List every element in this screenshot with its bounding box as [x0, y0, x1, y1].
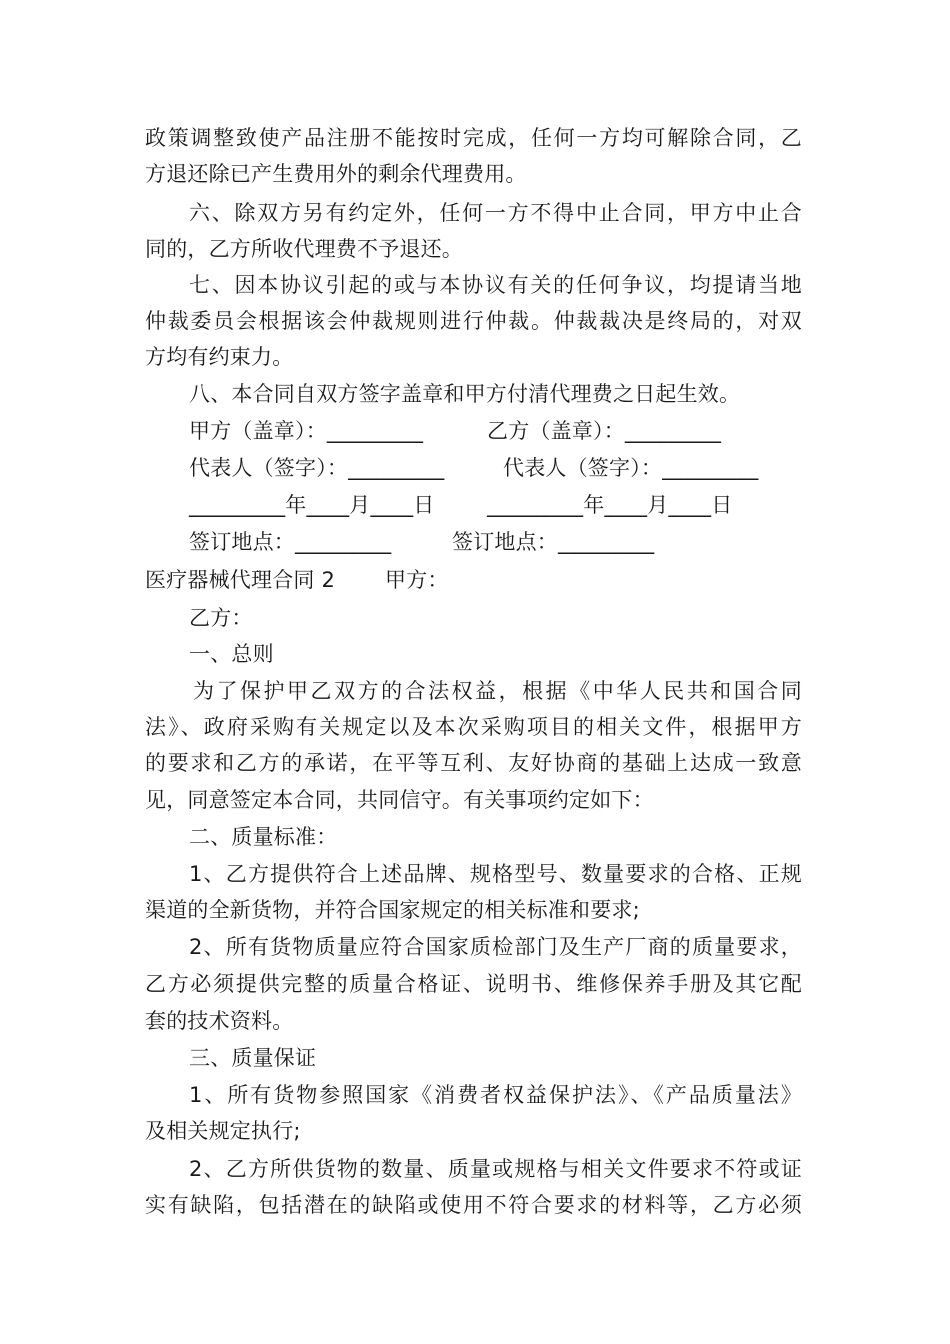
- text-line: 仲裁委员会根据该会仲裁规则进行仲裁。仲裁裁决是终局的，对双: [145, 309, 802, 333]
- text-line: 方退还除已产生费用外的剩余代理费用。: [145, 162, 527, 186]
- text-line: 为了保护甲乙双方的合法权益，根据《中华人民共和国合同: [193, 679, 802, 703]
- contract-title: 医疗器械代理合同 2: [145, 568, 336, 592]
- party-a-label: 甲方：: [385, 568, 449, 592]
- party-b-date-line: _________年____月____日: [487, 493, 733, 517]
- party-b-seal-line: 乙方（盖章）：_________: [487, 419, 722, 443]
- text-line: 六、除双方另有约定外，任何一方不得中止合同，甲方中止合: [189, 201, 802, 225]
- text-line: 的要求和乙方的承诺，在平等互利、友好协商的基础上达成一致意: [145, 751, 802, 775]
- text-line: 七、因本协议引起的或与本协议有关的任何争议，均提请当地: [189, 273, 802, 297]
- section-heading: 二、质量标准：: [189, 825, 338, 849]
- text-line: 2、所有货物质量应符合国家质检部门及生产厂商的质量要求，: [189, 935, 802, 959]
- party-a-date-line: _________年____月____日: [189, 493, 435, 517]
- text-line: 2、乙方所供货物的数量、质量或规格与相关文件要求不符或证: [189, 1157, 802, 1181]
- party-b-label: 乙方：: [189, 606, 253, 630]
- text-line: 法》、政府采购有关规定以及本次采购项目的相关文件，根据甲方: [145, 715, 802, 739]
- party-a-seal-line: 甲方（盖章）：_________: [189, 419, 424, 443]
- party-b-signature-line: 代表人（签字）：_________: [503, 456, 759, 480]
- text-line: 1、所有货物参照国家《消费者权益保护法》、《产品质量法》: [189, 1083, 802, 1107]
- text-line: 八、本合同自双方签字盖章和甲方付清代理费之日起生效。: [189, 382, 741, 406]
- text-line: 套的技术资料。: [145, 1009, 294, 1033]
- text-line: 同的，乙方所收代理费不予退还。: [145, 237, 463, 261]
- section-heading: 三、质量保证: [189, 1046, 317, 1070]
- text-line: 渠道的全新货物，并符合国家规定的相关标准和要求;: [145, 898, 640, 922]
- text-line: 政策调整致使产品注册不能按时完成，任何一方均可解除合同，乙: [145, 126, 802, 150]
- text-line: 1、乙方提供符合上述品牌、规格型号、数量要求的合格、正规: [189, 862, 802, 886]
- text-line: 见，同意签定本合同，共同信守。有关事项约定如下：: [145, 788, 654, 812]
- section-heading: 一、总则: [189, 642, 274, 666]
- party-a-signature-line: 代表人（签字）：_________: [189, 456, 445, 480]
- text-line: 及相关规定执行;: [145, 1119, 301, 1143]
- party-b-place-line: 签订地点：_________: [452, 530, 655, 554]
- text-line: 方均有约束力。: [145, 345, 294, 369]
- text-line: 实有缺陷，包括潜在的缺陷或使用不符合要求的材料等，乙方必须: [145, 1193, 802, 1217]
- party-a-place-line: 签订地点：_________: [189, 530, 392, 554]
- text-line: 乙方必须提供完整的质量合格证、说明书、维修保养手册及其它配: [145, 972, 802, 996]
